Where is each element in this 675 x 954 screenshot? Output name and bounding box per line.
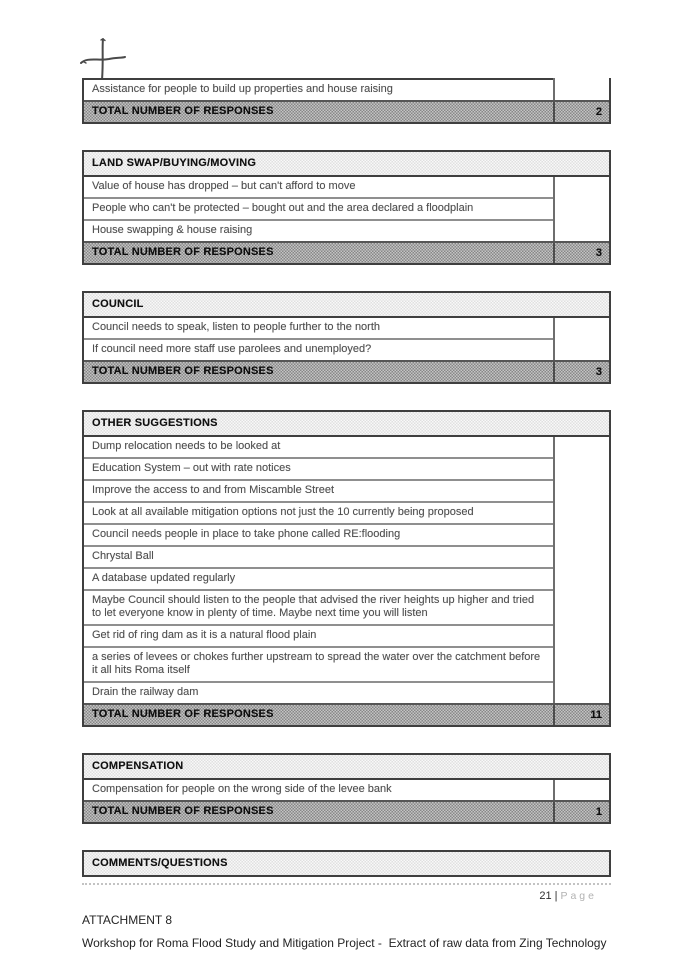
responses-count-column	[553, 318, 609, 360]
responses-count-column	[553, 177, 609, 241]
response-row: a series of levees or chokes further upstream to spread the water over the catchment before it all hits Roma itself	[84, 648, 553, 683]
total-row	[84, 100, 609, 122]
document-sections	[82, 78, 611, 877]
response-row: Council needs to speak, listen to people further to the north	[84, 318, 553, 340]
responses-count-column	[553, 780, 609, 800]
total-value: 3	[553, 243, 609, 263]
section-header: COMPENSATION	[84, 755, 609, 780]
page-content	[82, 78, 611, 951]
section-body	[84, 177, 609, 241]
document-title: Workshop for Roma Flood Study and Mitigation Project - Extract of raw data from Zing Technology	[82, 936, 607, 950]
total-label: TOTAL NUMBER OF RESPONSES	[92, 246, 274, 258]
response-row: House swapping & house raising	[92, 224, 253, 236]
response-row: Education System – out with rate notices	[84, 459, 553, 481]
response-row: Look at all available mitigation options not just the 10 currently being proposed	[84, 503, 553, 525]
total-row	[84, 800, 609, 822]
response-row: A database updated regularly	[84, 569, 553, 591]
responses-count-column	[553, 437, 609, 703]
total-value: 2	[553, 102, 609, 122]
response-row: Get rid of ring dam as it is a natural flood plain	[84, 626, 553, 648]
section-other-suggestions	[82, 410, 611, 727]
total-label: TOTAL NUMBER OF RESPONSES	[92, 805, 274, 817]
total-row	[84, 241, 609, 263]
pen-cross-mark	[78, 36, 128, 84]
response-row: If council need more staff use parolees and unemployed?	[92, 343, 372, 355]
response-row: Maybe Council should listen to the people that advised the river heights up higher and tried to let everyone know in plenty of time. Maybe next time you will listen	[84, 591, 553, 626]
total-value: 3	[553, 362, 609, 382]
page-number: 21	[539, 890, 552, 902]
response-row: Council needs people in place to take phone called RE:flooding	[84, 525, 553, 547]
attachment-label: ATTACHMENT 8	[82, 913, 173, 927]
section-header: COMMENTS/QUESTIONS	[84, 852, 609, 875]
section-compensation	[82, 753, 611, 824]
section-body	[84, 318, 609, 360]
section-header: LAND SWAP/BUYING/MOVING	[84, 152, 609, 177]
response-row: Chrystal Ball	[84, 547, 553, 569]
total-row	[84, 360, 609, 382]
total-value: 11	[553, 705, 609, 725]
page-number-line	[82, 885, 611, 903]
page-word: Page	[560, 890, 597, 902]
section-header: OTHER SUGGESTIONS	[84, 412, 609, 437]
total-value: 1	[553, 802, 609, 822]
responses-count-column	[553, 78, 609, 100]
response-row: Improve the access to and from Miscamble Street	[84, 481, 553, 503]
response-row: Assistance for people to build up properties and house raising	[84, 78, 553, 100]
section-comments-questions	[82, 850, 611, 877]
total-label: TOTAL NUMBER OF RESPONSES	[92, 708, 274, 720]
response-row: Compensation for people on the wrong side of the levee bank	[92, 783, 392, 795]
page-number-separator: |	[554, 890, 558, 902]
section-council	[82, 291, 611, 384]
total-label: TOTAL NUMBER OF RESPONSES	[92, 365, 274, 377]
section-body	[84, 437, 609, 703]
section-body	[84, 78, 609, 100]
section-body	[84, 780, 609, 800]
section-continued-from-previous-page	[82, 78, 611, 124]
response-row: Value of house has dropped – but can't afford to move	[84, 177, 553, 199]
total-label: TOTAL NUMBER OF RESPONSES	[92, 105, 274, 117]
response-row: Drain the railway dam	[92, 686, 199, 698]
total-row	[84, 703, 609, 725]
section-header: COUNCIL	[84, 293, 609, 318]
section-land-swap-buying-moving	[82, 150, 611, 265]
response-row: Dump relocation needs to be looked at	[84, 437, 553, 459]
response-row: People who can't be protected – bought out and the area declared a floodplain	[84, 199, 553, 221]
